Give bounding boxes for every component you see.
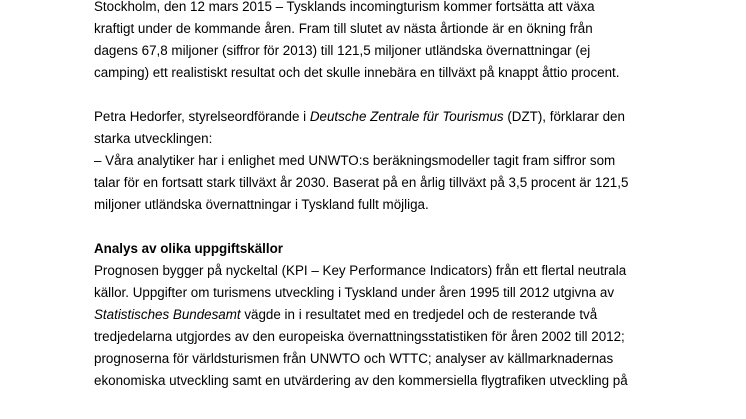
organization-name: Deutsche Zentrale für Tourismus bbox=[309, 109, 504, 124]
text-line: talar för en fortsatt stark tillväxt år 2030. Baserat på en årlig tillväxt på 3,5 procent är 121,5 bbox=[94, 175, 629, 190]
text-line: Prognosen bygger på nyckeltal (KPI – Key Performance Indicators) från ett flertal neutrala bbox=[94, 263, 627, 278]
section-heading: Analys av olika uppgiftskällor bbox=[94, 241, 284, 256]
text-line: prognoserna för världsturismen från UNWTO och WTTC; analyser av källmarknadernas bbox=[94, 351, 614, 366]
document-page bbox=[94, 0, 694, 414]
text-line: källor. Uppgifter om turismens utveckling i Tyskland under åren 1995 till 2012 utgivna av bbox=[94, 285, 615, 300]
text-line: ekonomiska utveckling samt en utvärdering av den kommersiella flygtrafiken utveckling på bbox=[94, 373, 628, 388]
text-line: miljoner utländska övernattningar i Tyskland fullt möjliga. bbox=[94, 197, 429, 212]
text-line: kraftigt under de kommande åren. Fram till slutet av nästa årtionde är en ökning från bbox=[94, 21, 593, 36]
text-line: – Våra analytiker har i enlighet med UNWTO:s beräkningsmodeller tagit fram siffror som bbox=[94, 153, 616, 168]
text-segment: vägde in i resultatet med en tredjedel och de resterande två bbox=[240, 307, 598, 322]
analysis-section bbox=[94, 238, 694, 392]
text-line bbox=[94, 106, 694, 128]
text-line: Stockholm, den 12 mars 2015 – Tysklands incomingturism kommer fortsätta att växa bbox=[94, 0, 595, 14]
source-name: Statistisches Bundesamt bbox=[94, 307, 241, 322]
text-line: starka utvecklingen: bbox=[94, 131, 213, 146]
quote-paragraph bbox=[94, 106, 694, 216]
intro-paragraph bbox=[94, 0, 694, 84]
text-segment: (DZT), förklarar den bbox=[503, 109, 625, 124]
text-line: dagens 67,8 miljoner (siffror för 2013) till 121,5 miljoner utländska övernattningar (ej bbox=[94, 43, 591, 58]
text-segment: Petra Hedorfer, styrelseordförande i bbox=[94, 109, 310, 124]
text-line: tredjedelarna utgjordes av den europeiska övernattningsstatistiken för åren 2002 till 2012; bbox=[94, 329, 625, 344]
text-line bbox=[94, 304, 694, 326]
text-line: camping) ett realistiskt resultat och det skulle innebära en tillväxt på knappt åttio procent. bbox=[94, 65, 620, 80]
